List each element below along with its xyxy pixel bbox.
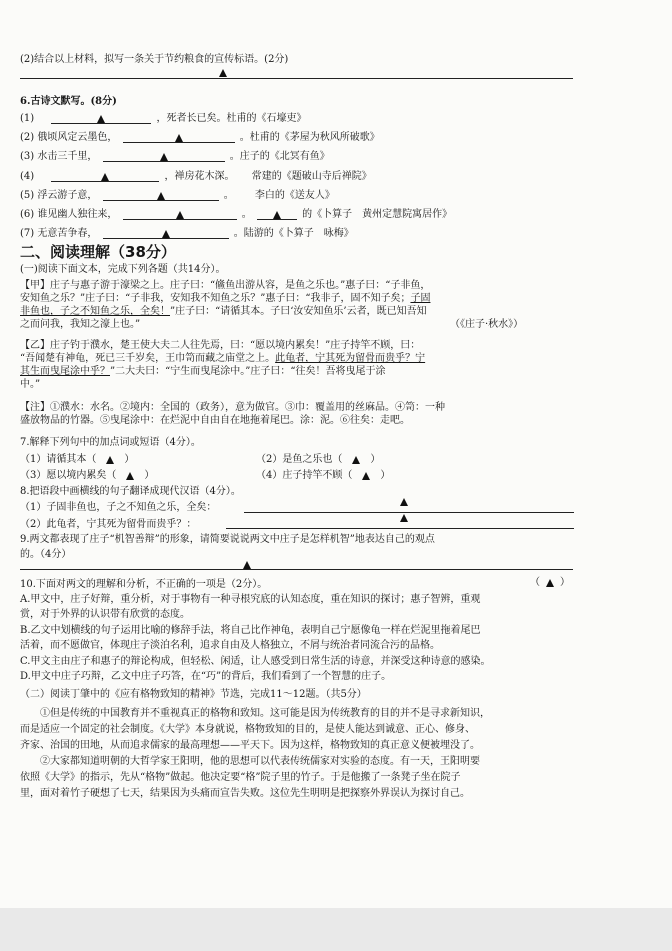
q7-item-2 [256, 453, 380, 466]
yi-underline-2: 此龟者，宁其死为留骨而贵乎？宁 [275, 353, 426, 364]
jia-line-4 [20, 318, 652, 331]
answer-marker-triangle [400, 514, 408, 522]
p1-line-2: 而是适应一个固定的社会制度。《大学》本身就说，格物致知的目的，是使人能达到诚意、正心、修身、 [20, 724, 475, 735]
answer-marker-triangle [97, 115, 105, 123]
yi-line-2 [20, 352, 652, 365]
question-slogan: (2)结合以上材料，拟写一条关于节约粮食的宣传标语。(2分) [20, 54, 289, 65]
q10-option-b-2: 活着，而不愿做官，体现庄子淡泊名利，追求自由及人格独立，不屑与统治者同流合污的品格。 [20, 640, 440, 651]
jia-line-2 [20, 292, 652, 305]
q6-title: 6.古诗文默写。(8分) [20, 96, 117, 107]
passage-1-instructions: (一)阅读下面文本，完成下列各题（共14分）。 [20, 264, 226, 275]
q6-l1-num: (1) [20, 113, 35, 124]
fill-blank[interactable] [123, 208, 237, 220]
q6-line-1 [20, 112, 307, 125]
jia-text-2: 安知鱼之乐？”庄子曰：“子非我，安知我不知鱼之乐？”惠子曰：“我非子，固不知子矣； [20, 293, 411, 304]
p2-line-3: 里，面对着竹子硬想了七天，结果因为头痛而宣告失败。这位先生明明是把探察外界误认为探讨自己。 [20, 788, 470, 799]
viewer-bottom-bar [0, 908, 672, 951]
answer-marker-triangle [157, 192, 165, 200]
q6-l3-text-a: (3) 水击三千里， [20, 151, 98, 162]
q6-line-6 [20, 208, 452, 221]
answer-line[interactable] [20, 569, 573, 570]
q7-4-text: （4）庄子持竿不顾（ [256, 470, 353, 481]
p1-line-1: ①但是传统的中国教育并不重视真正的格物和致知。这可能是因为传统教育的目的并不是寻求新知识， [40, 708, 490, 719]
q6-l6-text-b: 。 [241, 209, 252, 220]
fill-blank[interactable] [103, 227, 229, 239]
q7-2-text: （2）是鱼之乐也（ [256, 454, 343, 465]
passage-jia [20, 279, 652, 331]
fill-blank[interactable] [123, 131, 235, 143]
yi-line-4: 中。” [20, 379, 41, 390]
answer-marker-triangle [362, 472, 370, 480]
answer-marker-triangle [101, 173, 109, 181]
q6-l5-text-b: 。 [223, 190, 234, 201]
q7-3-close: ） [144, 470, 155, 481]
note-line-1: 【注】①濮水：水名。②境内：全国的（政务），意为做官。③巾：覆盖用的丝麻品。④笥：一种 [20, 402, 445, 413]
q8-title: 8.把语段中画横线的句子翻译成现代汉语（4分）。 [20, 486, 241, 497]
q10-paren-close: ） [560, 577, 570, 588]
fill-blank[interactable] [51, 112, 151, 124]
passage-yi [20, 339, 652, 391]
q7-item-3 [20, 469, 154, 482]
p2-line-2: 依照《大学》的指示，先从“格物”做起。他决定要“格”院子里的竹子。于是他搬了一条凳子坐在院子 [20, 772, 461, 783]
answer-marker-triangle [160, 153, 168, 161]
q10-answer-box[interactable] [530, 576, 570, 589]
q7-4-close: ） [380, 470, 391, 481]
q6-l6-text-a: (6) 谁见幽人独往来， [20, 209, 118, 220]
passage-2-instructions: （二）阅读丁肇中的《应有格物致知的精神》节选，完成11～12题。（共5分） [20, 689, 367, 700]
section-2-title: 二、阅读理解（38分） [20, 243, 176, 261]
answer-marker-triangle [400, 498, 408, 506]
p1-line-3: 齐家、治国的田地，从而追求儒家的最高理想——平天下。因为这样，格物致知的真正意义便被埋没了。 [20, 740, 480, 751]
q6-line-2 [20, 131, 380, 144]
passage-2-body [20, 706, 652, 802]
answer-marker-triangle [219, 69, 227, 77]
answer-line[interactable] [244, 512, 574, 513]
q8-item-1: （1）子固非鱼也，子之不知鱼之乐，全矣： [20, 502, 217, 513]
q7-item-1 [20, 453, 134, 466]
q10-option-a-1: A.甲文中，庄子好辩，重分析，对于事物有一种寻根究底的认知态度，重在知识的探讨；惠子智辨，重观 [20, 594, 481, 605]
answer-marker-triangle [106, 456, 114, 464]
q6-line-7 [20, 227, 354, 240]
q6-l5-text-a: (5) 浮云游子意， [20, 190, 98, 201]
jia-underline-3: 非鱼也，子之不知鱼之乐，全矣！ [20, 306, 170, 317]
q6-line-4 [20, 170, 372, 183]
answer-marker-triangle [243, 561, 251, 569]
q10-title: 10.下面对两文的理解和分析，不正确的一项是（2分）。 [20, 579, 268, 590]
jia-underline-2: 子固 [410, 293, 431, 304]
q9-title-cont: 的。（4分） [20, 549, 72, 560]
answer-marker-triangle [546, 579, 554, 587]
q7-2-close: ） [370, 454, 381, 465]
jia-text-3: ”庄子曰：“请循其本。子曰‘汝安知鱼乐’云者，既已知吾知 [170, 306, 427, 317]
q10-option-a-2: 赏，对于外界的认识带有欣赏的态度。 [20, 609, 190, 620]
answer-marker-triangle [273, 211, 281, 219]
q9-title: 9.两文都表现了庄子“机智善辩”的形象，请简要说说两文中庄子是怎样机智”地表达自己的观点 [20, 534, 435, 545]
q7-1-text: （1）请循其本（ [20, 454, 97, 465]
q10-option-b-1: B.乙文中划横线的句子运用比喻的修辞手法，将自己比作神龟，表明自己宁愿像龟一样在烂泥里拖着尾巴 [20, 625, 481, 636]
q6-l2-text-a: (2) 俄顷风定云墨色， [20, 132, 118, 143]
answer-marker-triangle [352, 456, 360, 464]
q10-option-d: D.甲文中庄子巧辩，乙文中庄子巧答，在“巧”的背后，我们看到了一个智慧的庄子。 [20, 671, 392, 682]
q6-line-3 [20, 150, 330, 163]
q7-3-text: （3）愿以境内累矣（ [20, 470, 117, 481]
jia-text-4: 之而问我，我知之濠上也。” [20, 319, 141, 330]
answer-marker-triangle [162, 230, 170, 238]
answer-marker-triangle [175, 134, 183, 142]
q8-item-2: （2）此龟者，宁其死为留骨而贵乎？： [20, 519, 197, 530]
q6-l7-text-b: 。陆游的《卜算子 咏梅》 [233, 228, 354, 239]
yi-text-3: ”二大夫曰：“宁生而曳尾涂中。”庄子曰：“往矣！吾将曳尾于涂 [110, 366, 386, 377]
q6-line-5 [20, 189, 335, 202]
q10-paren-open: （ [530, 577, 540, 588]
fill-blank[interactable] [51, 170, 159, 182]
q6-l4-text-a: ，禅房花木深。 [164, 171, 235, 182]
jia-source: （《庄子·秋水》） [450, 319, 524, 330]
q7-1-close: ） [124, 454, 135, 465]
jia-line-3 [20, 305, 652, 318]
note-line-2: 盛放物品的竹器。⑤曳尾涂中：在烂泥中自由自在地拖着尾巴。涂：泥。⑥往矣：走吧。 [20, 415, 410, 426]
q7-item-4 [256, 469, 390, 482]
fill-blank[interactable] [257, 208, 297, 220]
yi-text-2: “吾闻楚有神龟，死已三千岁矣，王巾笥而藏之庙堂之上。 [20, 353, 276, 364]
answer-marker-triangle [126, 472, 134, 480]
yi-underline-3: 其生而曳尾涂中乎？ [20, 366, 110, 377]
answer-line[interactable] [226, 528, 574, 529]
yi-line-1: 【乙】庄子钓于濮水，楚王使大夫二人往先焉，曰：“愿以境内累矣！”庄子持竿不顾，曰： [20, 340, 421, 351]
fill-blank[interactable] [103, 189, 219, 201]
answer-line [20, 78, 573, 79]
jia-line-1: 【甲】庄子与惠子游于濠梁之上。庄子曰：“鯈鱼出游从容，是鱼之乐也。”惠子曰：“子非鱼， [20, 280, 431, 291]
q7-title: 7.解释下列句中的加点词或短语（4分）。 [20, 437, 201, 448]
q6-l2-text-b: 。杜甫的《茅屋为秋风所破歌》 [239, 132, 380, 143]
q10-option-c: C.甲文主由庄子和惠子的辩论构成，但轻松、闲适，让人感受到日常生活的诗意，并深受这种诗意的感染。 [20, 656, 491, 667]
q6-l5-text-c: 李白的《送友人》 [254, 190, 335, 201]
q6-l6-text-c: 的《卜算子 黄州定慧院寓居作》 [302, 209, 453, 220]
p2-line-1: ②大家都知道明朝的大哲学家王阳明，他的思想可以代表传统儒家对实验的态度。有一天，王阳明要 [40, 756, 480, 767]
fill-blank[interactable] [103, 150, 225, 162]
q6-l7-text-a: (7) 无意苦争春， [20, 228, 98, 239]
q6-l4-text-b: 常建的《题破山寺后禅院》 [251, 171, 372, 182]
yi-line-3 [20, 365, 652, 378]
q6-l3-text-b: 。庄子的《北冥有鱼》 [229, 151, 330, 162]
q6-l1-text: ，死者长已矣。杜甫的《石壕吏》 [156, 113, 307, 124]
answer-marker-triangle [176, 211, 184, 219]
notes [20, 401, 652, 427]
q6-l4-num: (4) [20, 171, 35, 182]
